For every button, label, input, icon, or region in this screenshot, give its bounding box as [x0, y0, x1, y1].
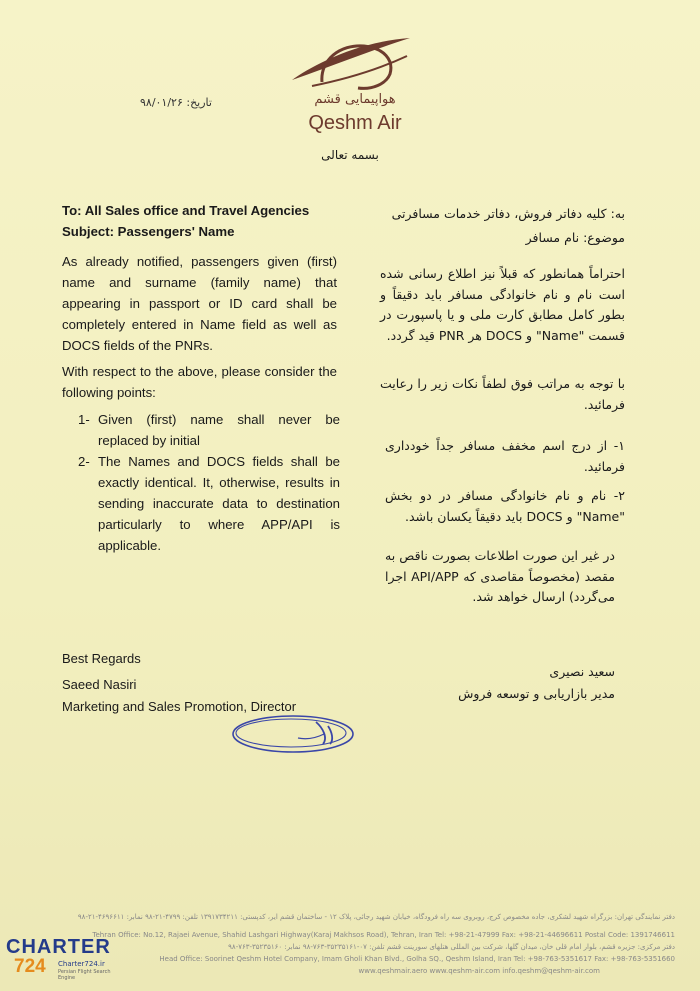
signer-name-persian: سعید نصیری	[549, 664, 615, 679]
brand-name-persian: هواپیمایی قشم	[314, 92, 396, 107]
footer-head-office-english: Head Office: Soorinet Qeshm Hotel Company, Imam Gholi Khan Blvd., Golha SQ., Qeshm Island, Iran Tel: +98-763-5351617 Fax: +98-763-5351660	[159, 955, 675, 963]
point-number: 1-	[78, 412, 90, 427]
signer-name-english: Saeed Nasiri	[62, 677, 137, 692]
point-text: Given (first) name shall never be replaced by initial	[98, 412, 340, 448]
english-point-2	[78, 451, 340, 556]
persian-subject: موضوع: نام مسافر	[525, 230, 625, 245]
english-paragraph-2: With respect to the above, please consider the following points:	[62, 364, 337, 400]
bismillah: بسمه تعالی	[321, 148, 379, 162]
footer-tehran-persian: دفتر نمایندگی تهران: بزرگراه شهید لشکری، جاده مخصوص کرج، روبروی سه راه فرودگاه، خیابان شهید رجائی، پلاک ۱۲ - ساختمان قشم ایر، کدپستی: ۱۳۹۱۷۳۴۲۱۱ تلفن: ۴۷۹۹-۲۱-۹۸ نمابر: ۴۶۹۶۶۱۱-۲۱-۹۸	[77, 913, 675, 921]
watermark-number: 724	[14, 956, 46, 977]
persian-recipient: به: کلیه دفاتر فروش، دفاتر خدمات مسافرتی	[391, 206, 625, 221]
persian-point-2-continued: در غیر این صورت اطلاعات بصورت ناقص به مقصد (مخصوصاً مقاصدی که API/APP اجرا می‌گردد) ارسال خواهد شد.	[385, 548, 615, 604]
english-recipient: To: All Sales office and Travel Agencies	[62, 203, 310, 218]
point-text: The Names and DOCS fields shall be exactly identical. It, otherwise, results in sending inaccurate data to destination particularly to where APP/API is applicable.	[98, 454, 340, 553]
persian-paragraph-1: احتراماً همانطور که قبلاً نیز اطلاع رسانی شده است نام و نام خانوادگی مسافر باید دقیقاً و بطور کامل مطابق کارت ملی و یا پاسپورت در قسمت "Name" و DOCS هر PNR قید گردد.	[380, 266, 625, 343]
watermark-brand: CHARTER	[6, 936, 111, 958]
letter-date: تاریخ: ۹۸/۰۱/۲۶	[140, 96, 212, 109]
english-paragraph-1: As already notified, passengers given (first) name and surname (family name) that appearing in passport or ID card shall be completely entered in Name field as well as DOCS fields of the PNRs.	[62, 254, 337, 353]
english-subject: Subject: Passengers' Name	[62, 224, 235, 239]
watermark-site: Charter724.ir	[58, 960, 105, 968]
signer-position-persian: مدیر بازاریابی و توسعه فروش	[458, 686, 615, 701]
persian-point-1: ۱- از درج اسم مخفف مسافر جداً خودداری فرمائید.	[385, 438, 625, 474]
point-number: 2-	[78, 454, 90, 469]
closing-regards: Best Regards	[62, 651, 141, 666]
footer-web-links: www.qeshmair.aero www.qeshm-air.com info.qeshm@qeshm-air.com	[358, 967, 600, 975]
signer-position-english: Marketing and Sales Promotion, Director	[62, 699, 297, 714]
english-point-1	[78, 409, 340, 451]
charter724-watermark	[6, 936, 126, 986]
handwritten-signature-icon	[228, 704, 358, 764]
watermark-tagline: Persian Flight Search Engine	[58, 969, 111, 981]
persian-paragraph-2: با توجه به مراتب فوق لطفاً نکات زیر را رعایت فرمائید.	[380, 376, 625, 412]
brand-name-english: Qeshm Air	[308, 112, 402, 134]
footer-tehran-english: Tehran Office: No.12, Rajaei Avenue, Shahid Lashgari Highway(Karaj Makhsos Road), Tehran, Iran Tel: +98-21-47999 Fax: +98-21-44696611 Postal Code: 1391746611	[92, 931, 675, 939]
persian-point-2: ۲- نام و نام خانوادگی مسافر در دو بخش "Name" و DOCS باید دقیقاً یکسان باشد.	[385, 488, 625, 524]
footer-head-office-persian: دفتر مرکزی: جزیره قشم، بلوار امام قلی خان، میدان گلها، شرکت بین المللی هتلهای سورینت قشم تلفن: ۰۷-۳۵۲۳۵۱۶۱-۷۶۳-۹۸ نمابر: ۳۵۲۳۵۱۶۰-۷۶۳-۹۸	[228, 943, 675, 951]
